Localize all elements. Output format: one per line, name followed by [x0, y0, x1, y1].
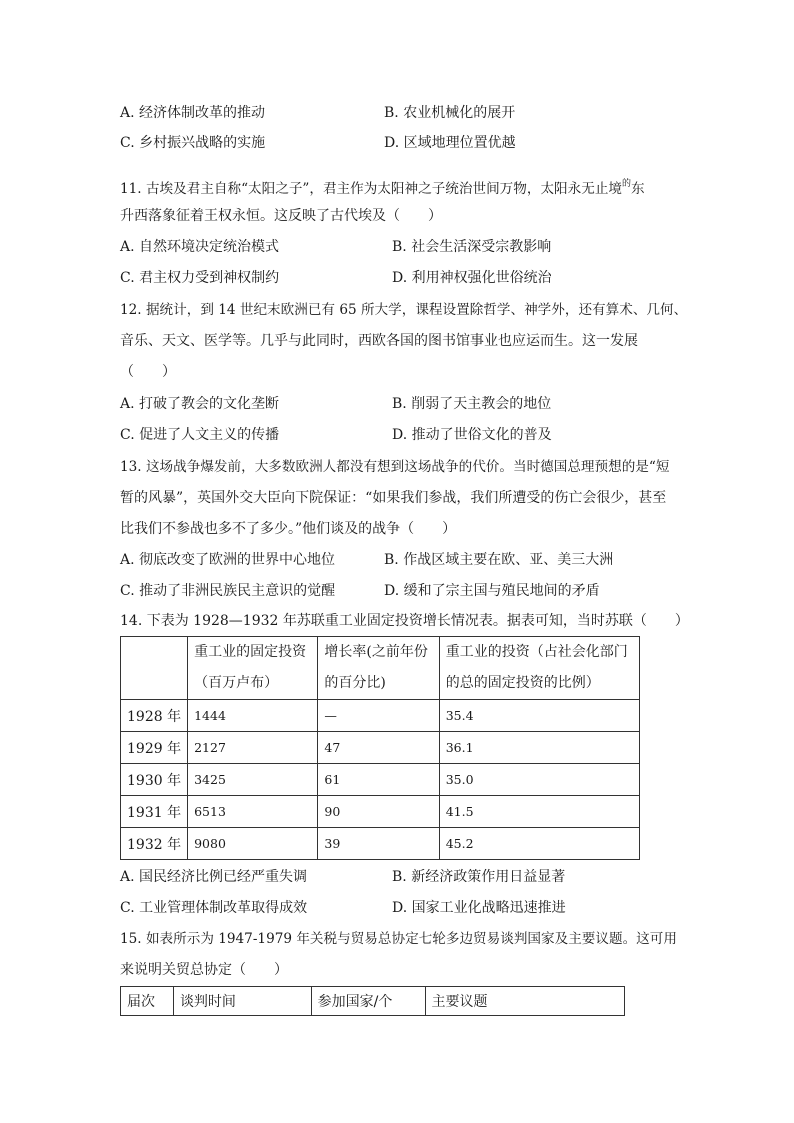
q13-option-b: B. 作战区域主要在欧、亚、美三大洲 — [384, 552, 614, 568]
q14-table-header-row — [121, 637, 640, 700]
table-row — [121, 828, 640, 860]
year-cell: 1928 年 — [121, 700, 188, 732]
q13-stem-line2: 暂的风暴”，英国外交大臣向下院保证：“如果我们参战，我们所遭受的伤亡会很少，甚至 — [120, 490, 667, 506]
q10-option-c: C. 乡村振兴战略的实施 — [120, 135, 266, 151]
q11-stem-line2: 升西落象征着王权永恒。这反映了古代埃及（ ） — [120, 208, 442, 224]
growth-rate-cell: — — [318, 700, 439, 732]
q15-table-header-row — [121, 987, 625, 1016]
table-row — [121, 796, 640, 828]
q15-stem-line2: 来说明关贸总协定（ ） — [120, 962, 288, 978]
growth-rate-cell: 61 — [318, 764, 439, 796]
share-cell: 36.1 — [439, 732, 639, 764]
year-cell: 1932 年 — [121, 828, 188, 860]
q13-stem-line1: 13. 这场战争爆发前，大多数欧洲人都没有想到这场战争的代价。当时德国总理预想的是“短 — [120, 459, 670, 475]
q15-header-countries: 参加国家/个 — [311, 987, 425, 1016]
investment-cell: 3425 — [188, 764, 318, 796]
growth-rate-cell: 47 — [318, 732, 439, 764]
table-row — [121, 700, 640, 732]
q12-stem-line3: （ ） — [120, 364, 176, 380]
q14-header-2-line1: 增长率(之前年份 — [324, 644, 428, 660]
q13-option-a: A. 彻底改变了欧洲的世界中心地位 — [120, 552, 336, 568]
q14-option-b: B. 新经济政策作用日益显著 — [392, 869, 566, 885]
q12-option-d: D. 推动了世俗文化的普及 — [392, 427, 552, 443]
share-cell: 35.4 — [439, 700, 639, 732]
table-row — [121, 732, 640, 764]
q14-stem: 14. 下表为 1928—1932 年苏联重工业固定投资增长情况表。据表可知，当时苏联（ ） — [120, 613, 689, 629]
q14-header-cell-3 — [439, 637, 639, 700]
q10-option-a: A. 经济体制改革的推动 — [120, 105, 266, 121]
q12-stem-line2: 音乐、天文、医学等。几乎与此同时，西欧各国的图书馆事业也应运而生。这一发展 — [120, 333, 638, 349]
q14-header-3-line2: 的总的固定投资的比例） — [445, 675, 600, 691]
share-cell: 45.2 — [439, 828, 639, 860]
year-cell: 1930 年 — [121, 764, 188, 796]
year-cell: 1929 年 — [121, 732, 188, 764]
q14-header-1-line2: （百万卢布） — [194, 675, 279, 691]
q14-header-2-line2: 的百分比) — [324, 675, 386, 691]
share-cell: 35.0 — [439, 764, 639, 796]
investment-cell: 1444 — [188, 700, 318, 732]
investment-cell: 6513 — [188, 796, 318, 828]
q11-option-c: C. 君主权力受到神权制约 — [120, 270, 280, 286]
q10-option-d: D. 区域地理位置优越 — [384, 135, 516, 151]
q11-option-a: A. 自然环境决定统治模式 — [120, 239, 280, 255]
q14-header-cell-1 — [188, 637, 318, 700]
q14-header-cell-0 — [121, 637, 188, 700]
q14-header-3-line1: 重工业的投资（占社会化部门 — [445, 644, 628, 660]
q15-stem-line1: 15. 如表所示为 1947-1979 年关税与贸易总协定七轮多边贸易谈判国家及主要议题。这可用 — [120, 931, 677, 947]
q14-table — [120, 636, 640, 860]
q15-table — [120, 986, 625, 1016]
q12-option-b: B. 削弱了天主教会的地位 — [392, 396, 552, 412]
q13-stem-line3: 比我们不参战也多不了多少。”他们谈及的战争（ ） — [120, 521, 457, 537]
investment-cell: 2127 — [188, 732, 318, 764]
q11-option-d: D. 利用神权强化世俗统治 — [392, 270, 552, 286]
q13-option-c: C. 推动了非洲民族民主意识的觉醒 — [120, 583, 336, 599]
q12-stem-line1: 12. 据统计，到 14 世纪末欧洲已有 65 所大学，课程设置除哲学、神学外，还有算术、几何、 — [120, 302, 688, 318]
q15-header-topics: 主要议题 — [425, 987, 624, 1016]
q11-option-b: B. 社会生活深受宗教影响 — [392, 239, 552, 255]
q11-stem-end: 东 — [631, 181, 645, 197]
growth-rate-cell: 90 — [318, 796, 439, 828]
growth-rate-cell: 39 — [318, 828, 439, 860]
q14-option-a: A. 国民经济比例已经严重失调 — [120, 869, 308, 885]
investment-cell: 9080 — [188, 828, 318, 860]
q13-option-d: D. 缓和了宗主国与殖民地间的矛盾 — [384, 583, 600, 599]
q11-stem-line1 — [120, 175, 645, 198]
q15-header-time: 谈判时间 — [173, 987, 311, 1016]
q10-option-b: B. 农业机械化的展开 — [384, 105, 516, 121]
year-cell: 1931 年 — [121, 796, 188, 828]
q14-header-1-line1: 重工业的固定投资 — [194, 644, 307, 660]
share-cell: 41.5 — [439, 796, 639, 828]
q12-option-a: A. 打破了教会的文化垄断 — [120, 396, 280, 412]
q14-header-cell-2 — [318, 637, 439, 700]
q12-option-c: C. 促进了人文主义的传播 — [120, 427, 280, 443]
table-row — [121, 764, 640, 796]
q11-stem-sup: 的 — [622, 179, 632, 189]
q15-header-round: 届次 — [121, 987, 174, 1016]
q14-option-d: D. 国家工业化战略迅速推进 — [392, 900, 566, 916]
q14-option-c: C. 工业管理体制改革取得成效 — [120, 900, 308, 916]
q11-stem-text: 11. 古埃及君主自称“太阳之子”，君主作为太阳神之子统治世间万物，太阳永无止境 — [120, 181, 623, 197]
